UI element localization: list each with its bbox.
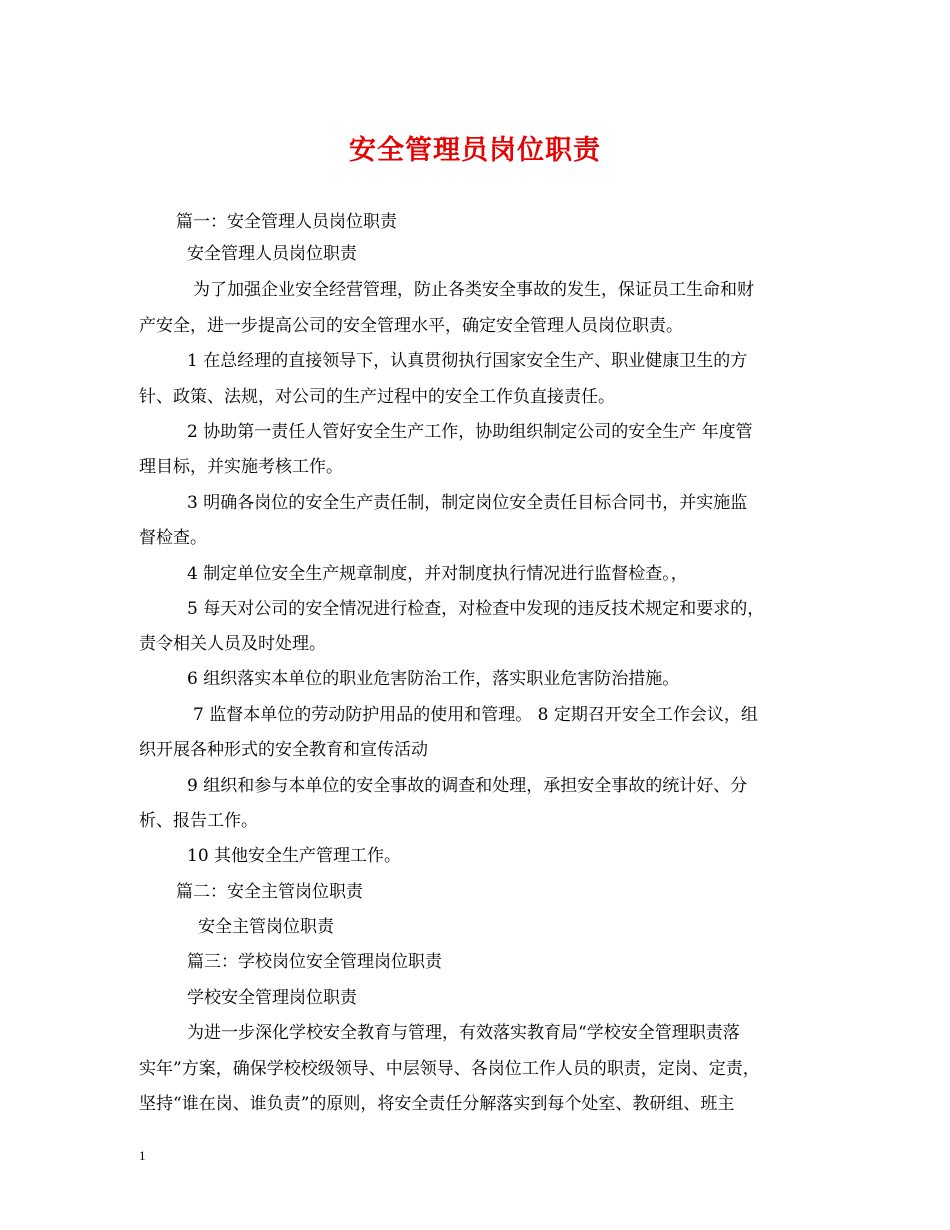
text-line-11: 4 制定单位安全生产规章制度，并对制度执行情况进行监督检查。， [187, 564, 688, 584]
text-line-16: 织开展各种形式的安全教育和宣传活动 [139, 740, 428, 760]
text-line-18: 析、报告工作。 [139, 811, 258, 831]
text-line-2: 安全管理人员岗位职责 [187, 244, 357, 264]
text-line-6: 针、政策、法规，对公司的生产过程中的安全工作负直接责任。 [139, 387, 615, 407]
text-line-9: 3 明确各岗位的安全生产责任制，制定岗位安全责任目标合同书，并实施监 [187, 493, 748, 513]
text-line-22: 篇三：学校岗位安全管理岗位职责 [187, 952, 442, 972]
text-line-19: 10 其他安全生产管理工作。 [187, 846, 402, 866]
text-line-7: 2 协助第一责任人管好安全生产工作，协助组织制定公司的安全生产 年度管 [187, 422, 753, 442]
text-line-23: 学校安全管理岗位职责 [187, 988, 357, 1008]
text-line-14: 6 组织落实本单位的职业危害防治工作，落实职业危害防治措施。 [187, 669, 680, 689]
text-line-13: 责令相关人员及时处理。 [139, 634, 326, 654]
text-line-4: 产安全，进一步提高公司的安全管理水平，确定安全管理人员岗位职责。 [139, 316, 683, 336]
text-line-5: 1 在总经理的直接领导下，认真贯彻执行国家安全生产、职业健康卫生的方 [187, 351, 748, 371]
text-line-15: 7 监督本单位的劳动防护用品的使用和管理。 8 定期召开安全工作会议，组 [193, 705, 758, 725]
text-line-10: 督检查。 [139, 528, 207, 548]
text-line-24: 为进一步深化学校安全教育与管理，有效落实教育局“学校安全管理职责落 [187, 1023, 740, 1043]
text-line-25: 实年”方案，确保学校校级领导、中层领导、各岗位工作人员的职责，定岗、定责， [139, 1059, 760, 1079]
page-number: 1 [139, 1148, 146, 1163]
text-line-3: 为了加强企业安全经营管理，防止各类安全事故的发生，保证员工生命和财 [193, 280, 754, 300]
text-line-26: 坚持“谁在岗、谁负责”的原则，将安全责任分解落实到每个处室、教研组、班主 [139, 1094, 735, 1114]
document-title: 安全管理员岗位职责 [349, 135, 601, 166]
text-line-20: 篇二：安全主管岗位职责 [176, 882, 363, 902]
text-line-1: 篇一：安全管理人员岗位职责 [176, 212, 397, 232]
text-line-21: 安全主管岗位职责 [198, 917, 334, 937]
text-line-12: 5 每天对公司的安全情况进行检查，对检查中发现的违反技术规定和要求的， [187, 599, 765, 619]
text-line-8: 理目标，并实施考核工作。 [139, 457, 343, 477]
text-line-17: 9 组织和参与本单位的安全事故的调查和处理，承担安全事故的统计好、分 [187, 776, 748, 796]
